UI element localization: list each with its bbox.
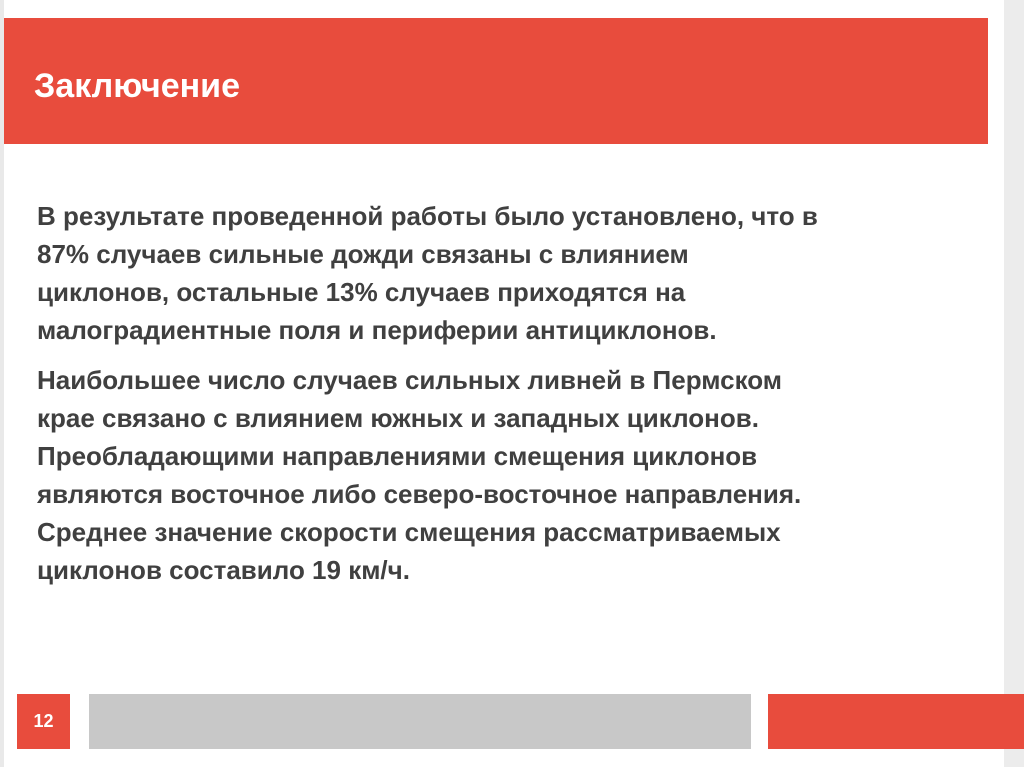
page-number: 12 bbox=[33, 711, 54, 731]
paragraph-cyclone-details bbox=[37, 361, 977, 589]
footer-gray-bar bbox=[89, 694, 751, 749]
text-line: Среднее значение скорости смещения рассматриваемых bbox=[37, 517, 781, 547]
slide-frame-right bbox=[1004, 0, 1024, 767]
text-line: являются восточное либо северо-восточное направления. bbox=[37, 479, 802, 509]
footer-red-bar bbox=[768, 694, 1024, 749]
text-line: малоградиентные поля и периферии антициклонов. bbox=[37, 315, 717, 345]
text-line: крае связано с влиянием южных и западных циклонов. bbox=[37, 403, 759, 433]
text-line: циклонов, остальные 13% случаев приходятся на bbox=[37, 277, 686, 307]
text-line: циклонов составило 19 км/ч. bbox=[37, 555, 410, 585]
paragraph-conclusion-stats bbox=[37, 197, 977, 349]
text-line: Преобладающими направлениями смещения циклонов bbox=[37, 441, 758, 471]
text-line: В результате проведенной работы было установлено, что в bbox=[37, 201, 818, 231]
text-line: Наибольшее число случаев сильных ливней в Пермском bbox=[37, 365, 783, 395]
page-number-badge bbox=[17, 694, 70, 749]
text-line: 87% случаев сильные дожди связаны с влиянием bbox=[37, 239, 689, 269]
slide-body bbox=[37, 197, 977, 589]
slide-title: Заключение bbox=[34, 67, 240, 105]
